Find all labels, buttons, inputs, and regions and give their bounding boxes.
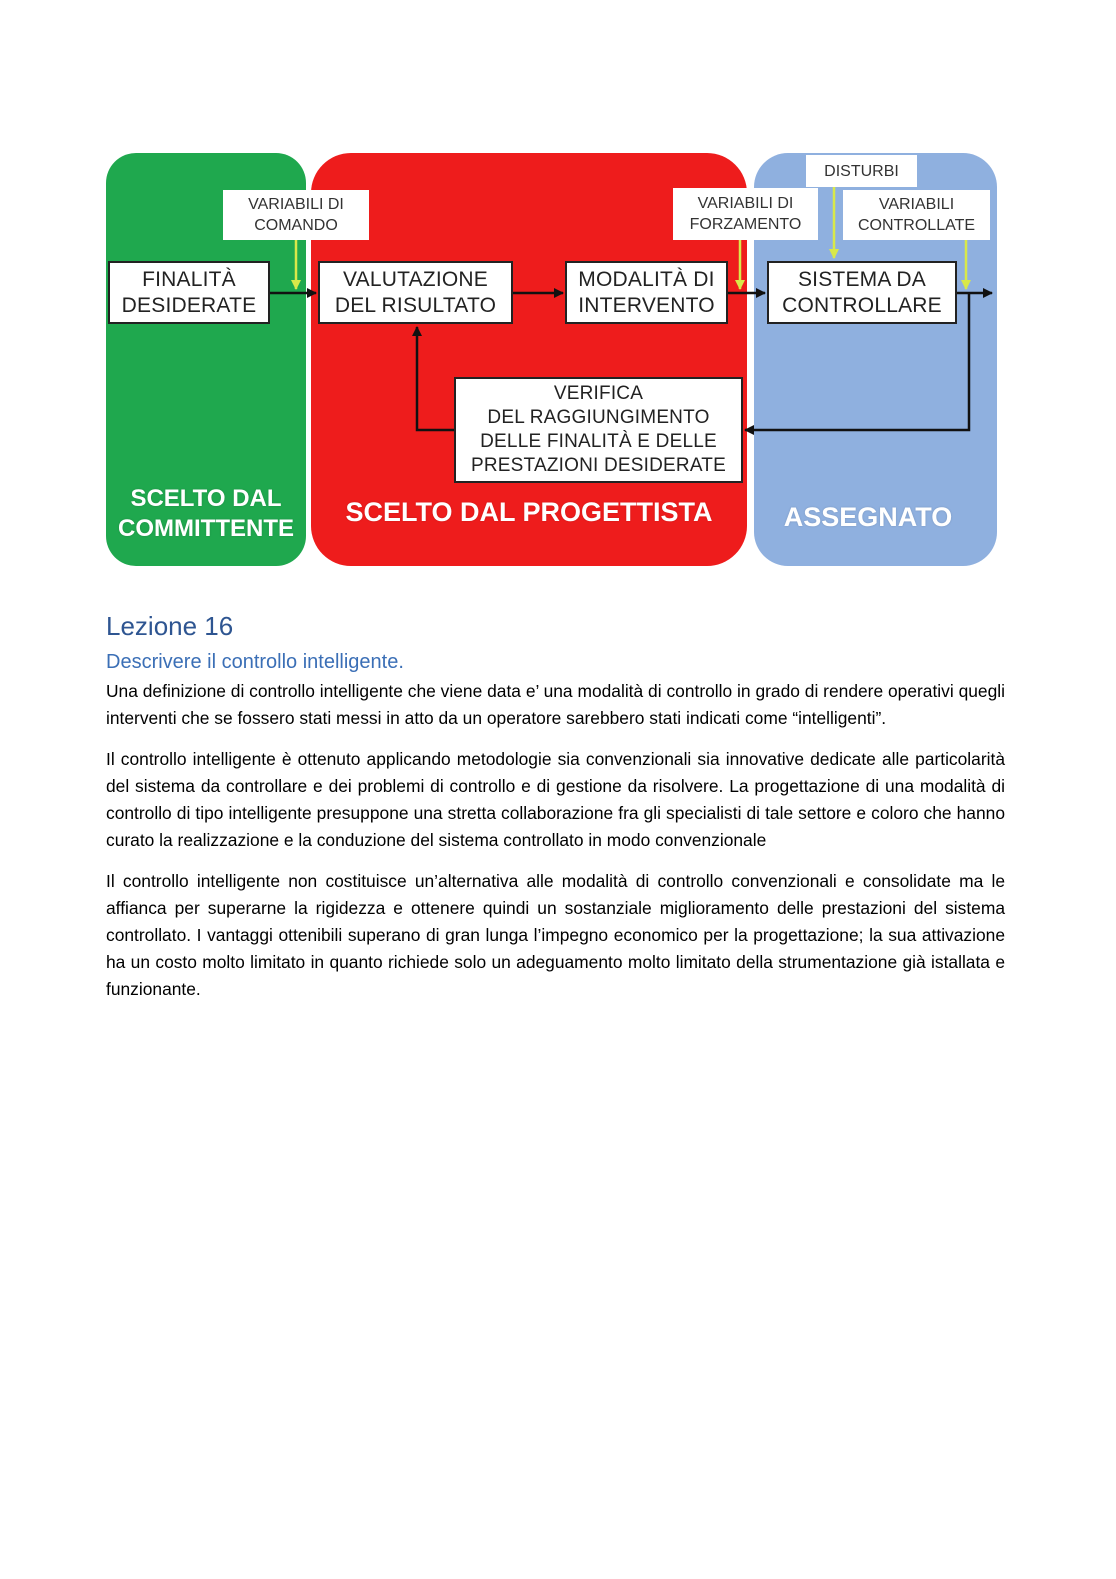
label-progettista: SCELTO DAL PROGETTISTA (345, 497, 713, 527)
feedback-in (417, 327, 454, 430)
tag-variabili-controllate: VARIABILI CONTROLLATE (843, 190, 990, 240)
block-valutazione: VALUTAZIONE DEL RISULTATO (318, 261, 513, 324)
tag-disturbi: DISTURBI (806, 155, 917, 187)
label-committente: SCELTO DAL COMMITTENTE (118, 485, 294, 542)
lesson-text (106, 606, 1005, 1017)
paragraph: Il controllo intelligente è ottenuto applicando metodologie sia convenzionali sia innovative dedicate alle particolarità del sistema da controllare e dei problemi di controllo e di gestione da risolvere. La progettazione di una modalità di controllo di tipo intelligente presuppone una stretta collaborazione fra gli specialisti di tale settore e coloro che hanno curato la realizzazione e la conduzione del sistema controllato in modo convenzionale (106, 749, 1005, 850)
label-assegnato: ASSEGNATO (783, 502, 953, 532)
lesson-subheading: Descrivere il controllo intelligente. (106, 651, 404, 673)
block-verifica: VERIFICA DEL RAGGIUNGIMENTO DELLE FINALITÀ E DELLE PRESTAZIONI DESIDERATE (454, 377, 743, 483)
tag-variabili-forzamento: VARIABILI DI FORZAMENTO (673, 188, 818, 240)
block-modalita: MODALITÀ DI INTERVENTO (565, 261, 728, 324)
paragraph: Il controllo intelligente non costituisce un’alternativa alle modalità di controllo convenzionali e consolidate ma le affianca per superarne la rigidezza e ottenere quindi un sostanziale miglioramento delle prestazioni del sistema controllato. I vantaggi ottenibili superano di gran lunga l’impegno economico per la progettazione; la sua attivazione ha un costo molto limitato in quanto richiede solo un adeguamento molto limitato della strumentazione già istallata e funzionante. (106, 871, 1005, 999)
lesson-heading: Lezione 16 (106, 611, 234, 641)
control-diagram (0, 0, 1116, 600)
paragraph: Una definizione di controllo intelligente che viene data e’ una modalità di controllo in grado di rendere operativi quegli interventi che se fossero stati messi in atto da un operatore sarebbero stati indicati come “intelligenti”. (106, 681, 1005, 728)
block-sistema: SISTEMA DA CONTROLLARE (767, 261, 957, 324)
tag-variabili-comando: VARIABILI DI COMANDO (223, 190, 369, 240)
block-finalita: FINALITÀ DESIDERATE (108, 261, 270, 324)
